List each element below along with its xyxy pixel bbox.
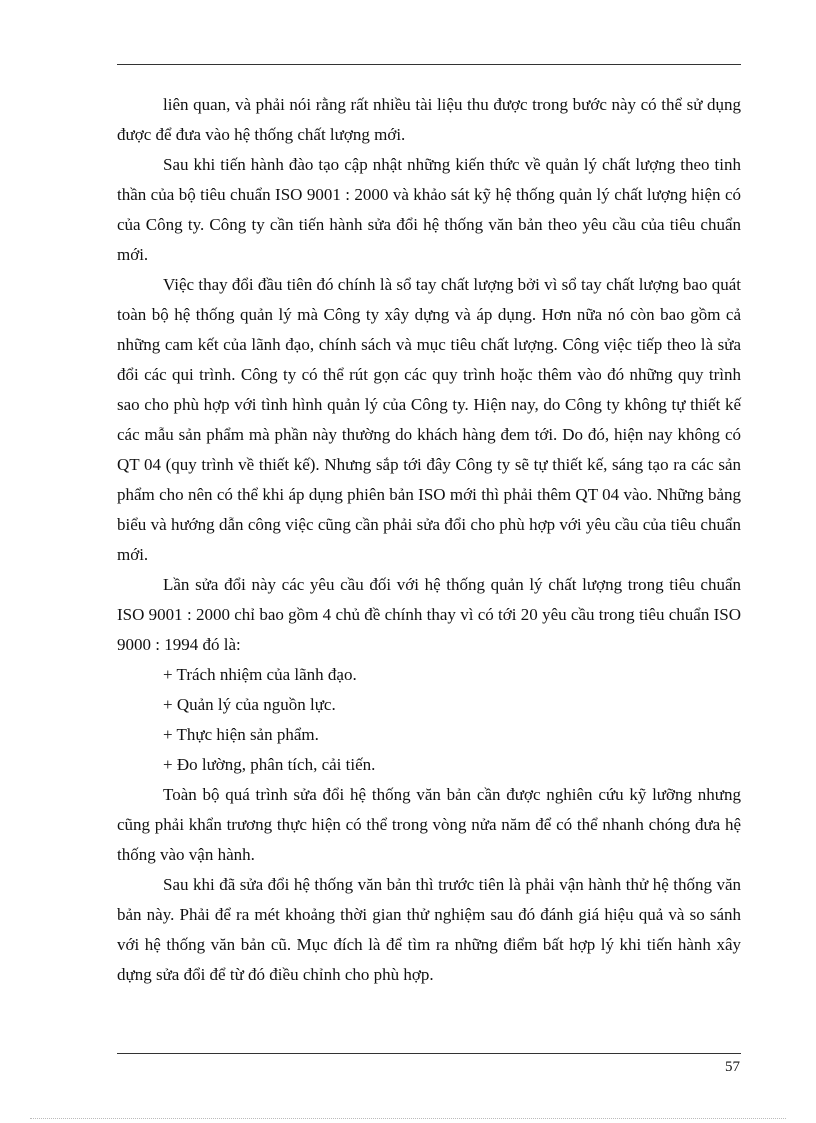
paragraph-revision-process: Toàn bộ quá trình sửa đổi hệ thống văn bản cần được nghiên cứu kỹ lưỡng nhưng cũng phải khẩn trương thực hiện có thể trong vòng nửa năm để có thể nhanh chóng đưa hệ thống vào vận hành.	[117, 785, 741, 864]
page-edge-divider	[30, 1118, 786, 1119]
paragraph-training: Sau khi tiến hành đào tạo cập nhật những kiến thức về quản lý chất lượng theo tinh thần của bộ tiêu chuẩn ISO 9001 : 2000 và khảo sát kỹ hệ thống quản lý chất lượng hiện có của Công ty. Công ty cần tiến hành sửa đổi hệ thống văn bản theo yêu cầu của tiêu chuẩn mới.	[117, 155, 741, 264]
paragraph-continuation: liên quan, và phải nói rằng rất nhiều tài liệu thu được trong bước này có thể sử dụng được để đưa vào hệ thống chất lượng mới.	[117, 95, 741, 144]
paragraph-quality-manual: Việc thay đổi đầu tiên đó chính là sổ tay chất lượng bởi vì sổ tay chất lượng bao quát toàn bộ hệ thống quản lý mà Công ty xây dựng và áp dụng. Hơn nữa nó còn bao gồm cả những cam kết của lãnh đạo, chính sách và mục tiêu chất lượng. Công việc tiếp theo là sửa đổi các qui trình. Công ty có thể rút gọn các quy trình hoặc thêm vào đó những quy trình sao cho phù hợp với tình hình quản lý của Công ty. Hiện nay, do Công ty không tự thiết kế các mẫu sản phẩm mà phần này thường do khách hàng đem tới. Do đó, hiện nay không có QT 04 (quy trình về thiết kế). Nhưng sắp tới đây Công ty sẽ tự thiết kế, sáng tạo ra các sản phẩm cho nên có thể khi áp dụng phiên bản ISO mới thì phải thêm QT 04 vào. Những bảng biểu và hướng dẫn công việc cũng cần phải sửa đổi cho phù hợp với yêu cầu của tiêu chuẩn mới.	[117, 275, 741, 564]
paragraph-requirements: Lần sửa đổi này các yêu cầu đối với hệ thống quản lý chất lượng trong tiêu chuẩn ISO 9001 : 2000 chỉ bao gồm 4 chủ đề chính thay vì có tới 20 yêu cầu trong tiêu chuẩn ISO 9000 : 1994 đó là:	[117, 575, 741, 654]
list-item: + Trách nhiệm của lãnh đạo.	[163, 665, 357, 684]
list-item: + Quản lý của nguồn lực.	[163, 695, 336, 714]
requirements-list	[117, 660, 741, 780]
list-item: + Thực hiện sản phẩm.	[163, 725, 319, 744]
page-number: 57	[725, 1059, 740, 1075]
body-text	[117, 90, 741, 990]
list-item: + Đo lường, phân tích, cải tiến.	[163, 755, 376, 774]
header-rule	[117, 64, 741, 65]
footer-rule	[117, 1053, 741, 1054]
paragraph-trial-run: Sau khi đã sửa đổi hệ thống văn bản thì trước tiên là phải vận hành thử hệ thống văn bản này. Phải để ra mét khoảng thời gian thử nghiệm sau đó đánh giá hiệu quả và so sánh với hệ thống văn bản cũ. Mục đích là để tìm ra những điểm bất hợp lý khi tiến hành xây dựng sửa đổi để từ đó điều chỉnh cho phù hợp.	[117, 875, 741, 984]
